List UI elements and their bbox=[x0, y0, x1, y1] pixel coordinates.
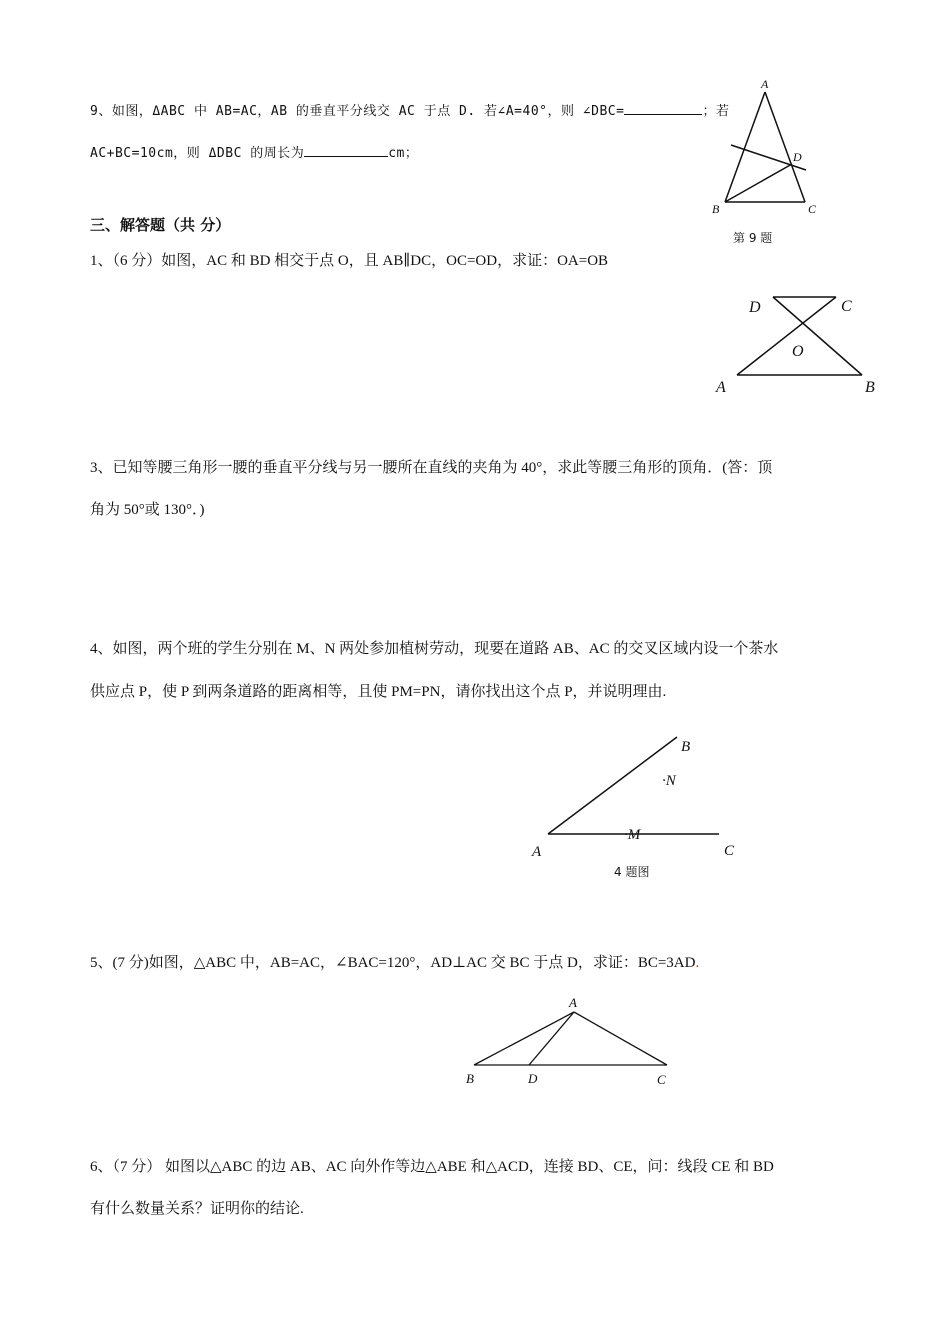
p5-side-ab bbox=[474, 1012, 574, 1065]
problem-5-period: . bbox=[695, 955, 700, 971]
p5-label-d: D bbox=[528, 1071, 538, 1086]
p4-figure bbox=[548, 737, 719, 834]
q9-answer-blank-1[interactable] bbox=[624, 114, 702, 115]
p1-label-c: C bbox=[841, 298, 852, 315]
p1-label-o: O bbox=[792, 343, 804, 360]
q9-label-a: A bbox=[761, 77, 769, 91]
p5-label-c: C bbox=[657, 1072, 666, 1087]
q9-figure-caption: 第 9 题 bbox=[733, 231, 773, 245]
problem-3-line1: 3、已知等腰三角形一腰的垂直平分线与另一腰所在直线的夹角为 40°，求此等腰三角形的顶角．(答：顶 bbox=[90, 460, 773, 476]
q9-answer-blank-2[interactable] bbox=[304, 156, 388, 157]
q9-segment-bd bbox=[725, 164, 792, 202]
section-heading: 三、解答题（共 分） bbox=[90, 216, 231, 234]
p4-figure-caption: 4 题图 bbox=[614, 865, 650, 879]
q9-line2 bbox=[90, 144, 418, 164]
problem-5-statement: 5、(7 分)如图，△ABC 中，AB=AC，∠BAC=120°，AD⊥AC 交 BC 于点 D，求证：BC=3AD bbox=[90, 955, 696, 971]
q9-side-ab bbox=[725, 92, 765, 202]
q9-label-b: B bbox=[712, 202, 720, 216]
p1-segment-db bbox=[773, 297, 862, 375]
q9-side-ac bbox=[765, 92, 805, 202]
problem-3-line2: 角为 50°或 130°．) bbox=[90, 502, 205, 518]
problem-5-text bbox=[90, 953, 699, 973]
problem-4-line1: 4、如图，两个班的学生分别在 M、N 两处参加植树劳动，现要在道路 AB、AC 的交叉区域内设一个茶水 bbox=[90, 641, 779, 657]
problem-6-line2: 有什么数量关系？证明你的结论. bbox=[90, 1201, 304, 1217]
p1-segment-ca bbox=[737, 297, 836, 375]
p5-figure bbox=[474, 1012, 667, 1065]
p5-label-b: B bbox=[466, 1071, 474, 1086]
q9-label-d: D bbox=[793, 150, 802, 164]
q9-line1-tail: ；若 bbox=[702, 104, 730, 119]
p5-segment-ad bbox=[529, 1012, 574, 1065]
q9-line1 bbox=[90, 102, 729, 122]
p4-point-m: ·M bbox=[624, 827, 641, 843]
problem-1-text: 1、（6 分）如图，AC 和 BD 相交于点 O，且 AB∥DC，OC=OD，求证：OA=OB bbox=[90, 253, 609, 269]
p1-label-d: D bbox=[749, 299, 761, 316]
problem-4-line2: 供应点 P，使 P 到两条道路的距离相等，且使 PM=PN，请你找出这个点 P，并说明理由. bbox=[90, 684, 667, 700]
q9-line2-tail: cm； bbox=[388, 146, 419, 161]
p1-figure bbox=[737, 297, 862, 375]
p5-side-ac bbox=[574, 1012, 667, 1065]
p4-label-b: B bbox=[681, 739, 691, 755]
q9-line1-text: 9、如图，ΔABC 中 AB=AC，AB 的垂直平分线交 AC 于点 D. 若∠A=40°，则 ∠DBC= bbox=[90, 104, 625, 119]
q9-perpendicular-bisector bbox=[731, 145, 806, 170]
p1-label-a: A bbox=[716, 379, 726, 396]
q9-line2-text: AC+BC=10cm，则 ΔDBC 的周长为 bbox=[90, 146, 305, 161]
q9-figure bbox=[725, 92, 806, 202]
problem-6-line1: 6、（7 分） 如图以△ABC 的边 AB、AC 向外作等边△ABE 和△ACD，连接 BD、CE，问：线段 CE 和 BD bbox=[90, 1159, 774, 1175]
p4-point-n: ·N bbox=[662, 773, 676, 789]
p4-label-c: C bbox=[724, 843, 735, 859]
p4-road-ab bbox=[548, 737, 677, 834]
q9-label-c: C bbox=[808, 202, 817, 216]
p1-label-b: B bbox=[865, 379, 875, 396]
p5-label-a: A bbox=[569, 995, 577, 1010]
p4-label-a: A bbox=[532, 844, 542, 860]
